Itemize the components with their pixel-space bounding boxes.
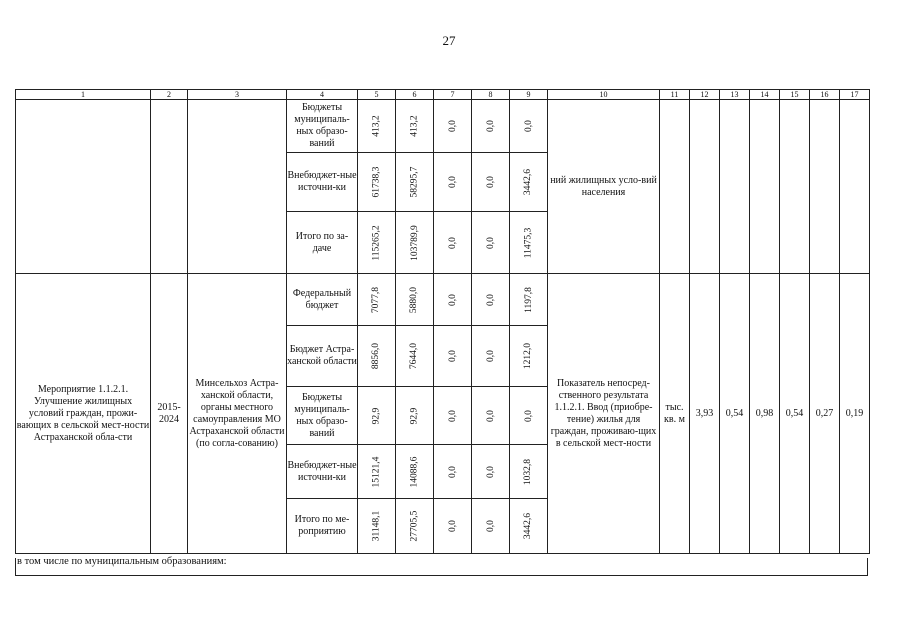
amount-col9: 1032,8 xyxy=(510,445,548,499)
budget-table xyxy=(15,89,870,554)
indicator-text: ний жилищных усло-вий населения xyxy=(548,100,660,274)
amount-col7: 0,0 xyxy=(434,153,472,212)
indicator-value: 0,27 xyxy=(810,274,840,554)
column-number: 4 xyxy=(287,90,358,100)
amount-2015-2020: 58295,7 xyxy=(396,153,434,212)
empty-cell xyxy=(750,100,780,274)
amount-total: 31148,1 xyxy=(358,499,396,554)
amount-2015-2020: 92,9 xyxy=(396,387,434,445)
unit-of-measure: тыс. кв. м xyxy=(660,274,690,554)
indicator-value: 3,93 xyxy=(690,274,720,554)
amount-col7: 0,0 xyxy=(434,100,472,153)
column-number: 14 xyxy=(750,90,780,100)
column-number: 3 xyxy=(188,90,287,100)
amount-col8: 0,0 xyxy=(472,499,510,554)
column-number: 12 xyxy=(690,90,720,100)
empty-cell xyxy=(810,100,840,274)
empty-cell xyxy=(780,100,810,274)
funding-source: Бюджет Астра-ханской области xyxy=(287,326,358,387)
funding-source: Бюджеты муниципаль-ных образо-ваний xyxy=(287,387,358,445)
amount-total: 15121,4 xyxy=(358,445,396,499)
column-number: 10 xyxy=(548,90,660,100)
column-number: 9 xyxy=(510,90,548,100)
column-number: 16 xyxy=(810,90,840,100)
amount-col7: 0,0 xyxy=(434,387,472,445)
amount-total: 115265,2 xyxy=(358,212,396,274)
amount-col7: 0,0 xyxy=(434,212,472,274)
funding-source: Внебюджет-ные источни-ки xyxy=(287,445,358,499)
measure-name: Мероприятие 1.1.2.1. Улучшение жилищных условий граждан, прожи-вающих в сельской мест-ности Астраханской обла-сти xyxy=(16,274,151,554)
amount-col7: 0,0 xyxy=(434,274,472,326)
column-number: 6 xyxy=(396,90,434,100)
table-row xyxy=(16,274,870,326)
empty-cell xyxy=(840,100,870,274)
column-number: 7 xyxy=(434,90,472,100)
amount-col8: 0,0 xyxy=(472,445,510,499)
amount-col7: 0,0 xyxy=(434,499,472,554)
amount-col8: 0,0 xyxy=(472,387,510,445)
funding-source: Внебюджет-ные источни-ки xyxy=(287,153,358,212)
empty-cell xyxy=(720,100,750,274)
amount-col8: 0,0 xyxy=(472,326,510,387)
amount-2015-2020: 5880,0 xyxy=(396,274,434,326)
indicator-value: 0,54 xyxy=(720,274,750,554)
column-number: 11 xyxy=(660,90,690,100)
funding-source: Итого по ме-роприятию xyxy=(287,499,358,554)
amount-total: 413,2 xyxy=(358,100,396,153)
indicator-value: 0,98 xyxy=(750,274,780,554)
funding-source: Итого по за-даче xyxy=(287,212,358,274)
column-number: 13 xyxy=(720,90,750,100)
amount-col7: 0,0 xyxy=(434,326,472,387)
municipal-breakdown-label: в том числе по муниципальным образованиям: xyxy=(17,556,227,567)
funding-source: Бюджеты муниципаль-ных образо-ваний xyxy=(287,100,358,153)
column-number: 15 xyxy=(780,90,810,100)
amount-2015-2020: 14088,6 xyxy=(396,445,434,499)
amount-total: 7077,8 xyxy=(358,274,396,326)
empty-cell xyxy=(690,100,720,274)
empty-cell xyxy=(151,100,188,274)
amount-col8: 0,0 xyxy=(472,100,510,153)
column-number: 17 xyxy=(840,90,870,100)
amount-2015-2020: 413,2 xyxy=(396,100,434,153)
amount-total: 8856,0 xyxy=(358,326,396,387)
amount-col8: 0,0 xyxy=(472,153,510,212)
indicator-text: Показатель непосред-ственного результата 1.1.2.1. Ввод (приобре-тение) жилья для граждан, проживаю-щих в сельской мест-ности xyxy=(548,274,660,554)
amount-col9: 1197,8 xyxy=(510,274,548,326)
amount-2015-2020: 27705,5 xyxy=(396,499,434,554)
amount-col9: 3442,6 xyxy=(510,499,548,554)
amount-col8: 0,0 xyxy=(472,274,510,326)
indicator-value: 0,19 xyxy=(840,274,870,554)
measure-period: 2015-2024 xyxy=(151,274,188,554)
column-number: 2 xyxy=(151,90,188,100)
page-number: 27 xyxy=(442,33,456,48)
column-number-row xyxy=(16,90,870,100)
amount-col9: 1212,0 xyxy=(510,326,548,387)
amount-total: 61738,3 xyxy=(358,153,396,212)
indicator-value: 0,54 xyxy=(780,274,810,554)
measure-executor: Минсельхоз Астра-ханской области, органы местного самоуправления МО Астраханской области (по согла-сованию) xyxy=(188,274,287,554)
amount-col9: 0,0 xyxy=(510,387,548,445)
amount-2015-2020: 7644,0 xyxy=(396,326,434,387)
empty-cell xyxy=(16,100,151,274)
table-row xyxy=(16,100,870,153)
amount-col7: 0,0 xyxy=(434,445,472,499)
amount-col9: 11475,3 xyxy=(510,212,548,274)
column-number: 5 xyxy=(358,90,396,100)
amount-col9: 0,0 xyxy=(510,100,548,153)
column-number: 8 xyxy=(472,90,510,100)
empty-cell xyxy=(660,100,690,274)
empty-cell xyxy=(188,100,287,274)
amount-col9: 3442,6 xyxy=(510,153,548,212)
amount-2015-2020: 103789,9 xyxy=(396,212,434,274)
amount-col8: 0,0 xyxy=(472,212,510,274)
amount-total: 92,9 xyxy=(358,387,396,445)
column-number: 1 xyxy=(16,90,151,100)
funding-source: Федеральный бюджет xyxy=(287,274,358,326)
